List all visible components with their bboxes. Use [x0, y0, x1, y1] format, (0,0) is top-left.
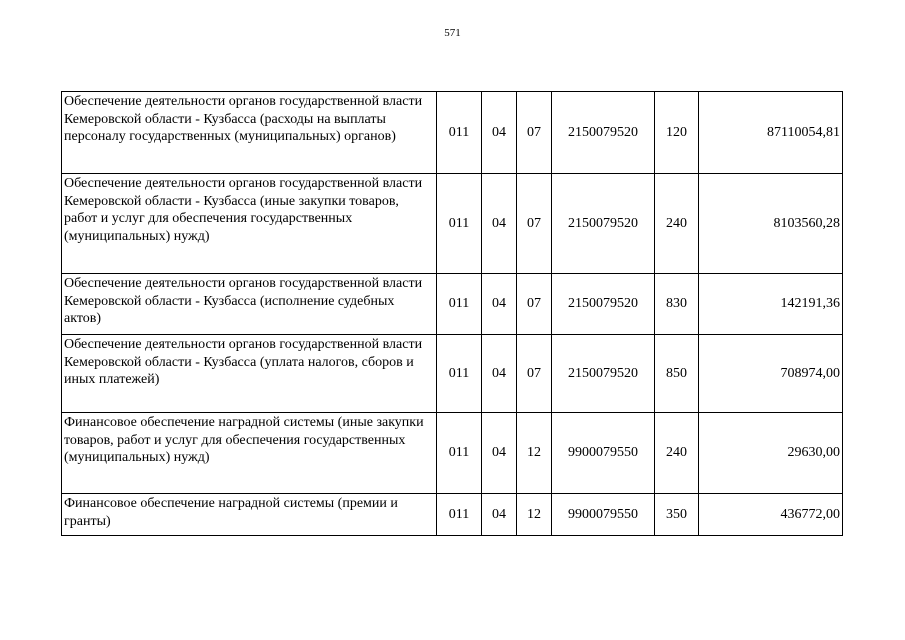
table-row — [62, 274, 843, 335]
expense-type-cell: 240 — [655, 174, 699, 274]
table-row — [62, 335, 843, 413]
amount-cell: 436772,00 — [699, 494, 843, 536]
target-item-cell: 2150079520 — [552, 174, 655, 274]
subsection-cell: 12 — [517, 413, 552, 494]
target-item-cell: 9900079550 — [552, 413, 655, 494]
table-row — [62, 494, 843, 536]
expense-name-cell: Финансовое обеспечение наградной системы (премии и гранты) — [62, 494, 437, 536]
expense-name-cell: Обеспечение деятельности органов государственной власти Кемеровской области - Кузбасса (исполнение судебных актов) — [62, 274, 437, 335]
target-item-cell: 9900079550 — [552, 494, 655, 536]
page-number: 571 — [444, 27, 461, 39]
table-row — [62, 92, 843, 174]
target-item-cell: 2150079520 — [552, 335, 655, 413]
expense-name-cell: Финансовое обеспечение наградной системы (иные закупки товаров, работ и услуг для обеспечения государственных (муниципальных) нужд) — [62, 413, 437, 494]
section-cell: 04 — [482, 92, 517, 174]
expense-name-cell: Обеспечение деятельности органов государственной власти Кемеровской области - Кузбасса (уплата налогов, сборов и иных платежей) — [62, 335, 437, 413]
subsection-cell: 07 — [517, 174, 552, 274]
expense-type-cell: 240 — [655, 413, 699, 494]
subsection-cell: 12 — [517, 494, 552, 536]
grbs-cell: 011 — [437, 92, 482, 174]
table-row — [62, 413, 843, 494]
amount-cell: 87110054,81 — [699, 92, 843, 174]
table-row — [62, 174, 843, 274]
grbs-cell: 011 — [437, 274, 482, 335]
amount-cell: 708974,00 — [699, 335, 843, 413]
grbs-cell: 011 — [437, 494, 482, 536]
amount-cell: 29630,00 — [699, 413, 843, 494]
target-item-cell: 2150079520 — [552, 274, 655, 335]
expense-name-cell: Обеспечение деятельности органов государственной власти Кемеровской области - Кузбасса (иные закупки товаров, работ и услуг для обеспечения государственных (муниципальных) нужд) — [62, 174, 437, 274]
expense-name-cell: Обеспечение деятельности органов государственной власти Кемеровской области - Кузбасса (расходы на выплаты персоналу государственных (муниципальных) органов) — [62, 92, 437, 174]
amount-cell: 142191,36 — [699, 274, 843, 335]
subsection-cell: 07 — [517, 335, 552, 413]
grbs-cell: 011 — [437, 413, 482, 494]
expense-type-cell: 350 — [655, 494, 699, 536]
section-cell: 04 — [482, 413, 517, 494]
amount-cell: 8103560,28 — [699, 174, 843, 274]
subsection-cell: 07 — [517, 274, 552, 335]
expense-type-cell: 830 — [655, 274, 699, 335]
grbs-cell: 011 — [437, 174, 482, 274]
expense-type-cell: 850 — [655, 335, 699, 413]
grbs-cell: 011 — [437, 335, 482, 413]
expense-type-cell: 120 — [655, 92, 699, 174]
section-cell: 04 — [482, 274, 517, 335]
section-cell: 04 — [482, 335, 517, 413]
section-cell: 04 — [482, 174, 517, 274]
budget-table — [61, 91, 843, 536]
target-item-cell: 2150079520 — [552, 92, 655, 174]
subsection-cell: 07 — [517, 92, 552, 174]
section-cell: 04 — [482, 494, 517, 536]
